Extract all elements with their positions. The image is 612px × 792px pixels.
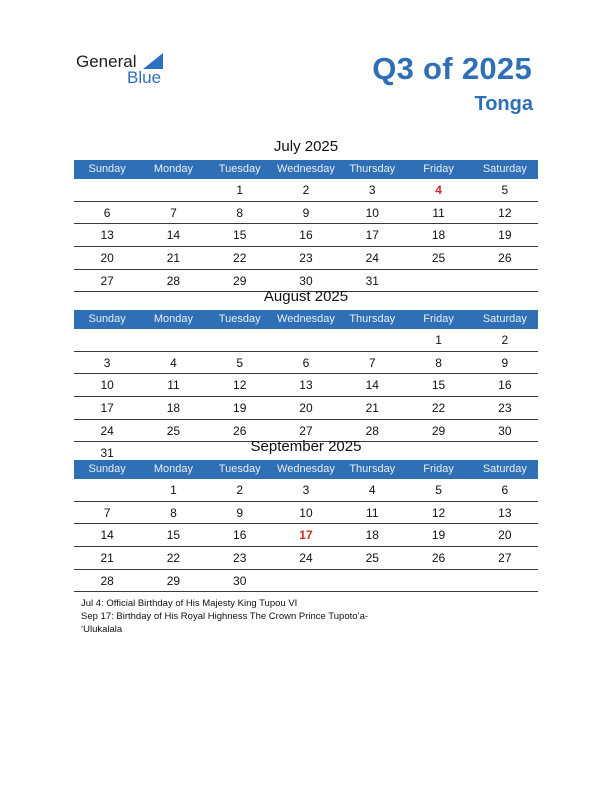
month-july (74, 138, 538, 292)
day-cell: 29 (233, 273, 247, 288)
empty-day-cell (273, 570, 339, 592)
weekday-label: Saturday (482, 163, 527, 175)
day-cell: 8 (236, 205, 244, 220)
weekday-label: Monday (153, 163, 193, 175)
logo-blue-text: Blue (127, 68, 162, 87)
empty-day-cell (140, 329, 206, 351)
day-cell: 21 (365, 401, 379, 416)
weekday-label: Friday (423, 163, 454, 175)
day-cell: 31 (365, 273, 379, 288)
day-cell: 11 (366, 505, 379, 520)
weekday-header (74, 160, 538, 179)
week-row (74, 247, 538, 270)
day-cell: 18 (431, 228, 446, 243)
day-cell: 16 (299, 228, 313, 243)
weekday-label: Tuesday (218, 163, 261, 175)
day-cell: 14 (100, 528, 114, 543)
day-cell: 28 (100, 573, 114, 588)
day-cell: 8 (435, 355, 442, 370)
empty-day-cell (74, 479, 140, 501)
day-cell: 9 (236, 505, 244, 520)
day-cell: 3 (103, 355, 111, 370)
empty-day-cell (273, 329, 339, 351)
month-september (74, 438, 538, 592)
logo-general-text: General (76, 52, 137, 71)
day-cell: 25 (365, 551, 379, 566)
holiday-notes (81, 597, 411, 636)
week-row (74, 329, 538, 352)
day-cell: 1 (435, 333, 442, 347)
day-cell: 8 (170, 505, 177, 520)
day-cell: 24 (365, 251, 379, 266)
day-cell: 13 (498, 505, 512, 520)
weekday-label: Tuesday (218, 313, 261, 325)
day-cell: 31 (100, 446, 114, 461)
day-cell: 2 (236, 483, 244, 497)
empty-day-cell (140, 179, 206, 201)
day-cell: 17 (299, 528, 313, 543)
weekday-label: Wednesday (277, 463, 335, 475)
empty-day-cell (405, 570, 471, 592)
day-cell: 11 (432, 205, 445, 220)
day-cell: 25 (431, 251, 446, 266)
day-cell: 18 (365, 528, 379, 543)
day-cell: 13 (299, 378, 313, 393)
week-row (74, 479, 538, 502)
empty-day-cell (74, 179, 140, 201)
day-cell: 21 (100, 551, 114, 566)
day-cell: 22 (431, 401, 446, 416)
weekday-label: Tuesday (218, 463, 261, 475)
day-cell: 23 (299, 251, 313, 266)
day-cell: 9 (302, 205, 310, 220)
weekday-label: Monday (153, 313, 193, 325)
day-cell: 30 (299, 273, 313, 288)
week-row (74, 224, 538, 247)
day-cell: 7 (368, 355, 376, 370)
weekday-label: Thursday (349, 313, 396, 325)
day-cell: 16 (498, 378, 512, 393)
day-cell: 10 (299, 505, 313, 520)
day-cell: 11 (167, 378, 180, 393)
day-cell: 9 (501, 355, 509, 370)
logo-triangle-icon (143, 53, 163, 69)
day-cell: 10 (100, 378, 114, 393)
weekday-label: Friday (423, 463, 454, 475)
day-cell: 27 (100, 273, 114, 288)
day-cell: 15 (431, 378, 446, 393)
day-cell: 7 (103, 505, 111, 520)
day-cell: 24 (100, 423, 114, 438)
day-cell: 10 (365, 205, 379, 220)
day-cell: 28 (166, 273, 181, 288)
weekday-label: Saturday (482, 313, 527, 325)
day-cell: 5 (501, 183, 509, 197)
empty-day-cell (472, 570, 538, 592)
weekday-label: Friday (423, 313, 454, 325)
day-cell: 17 (100, 401, 114, 416)
day-cell: 15 (233, 228, 247, 243)
day-cell: 4 (170, 355, 177, 370)
day-cell: 13 (100, 228, 114, 243)
holiday-note: Jul 4: Official Birthday of His Majesty King Tupou VI (81, 598, 298, 609)
week-row (74, 352, 538, 375)
weekday-label: Wednesday (277, 313, 335, 325)
empty-day-cell (339, 329, 405, 351)
day-cell: 12 (498, 205, 512, 220)
country-name: Tonga (474, 93, 533, 115)
day-cell: 19 (431, 528, 446, 543)
day-cell: 19 (233, 401, 247, 416)
day-cell: 24 (299, 551, 313, 566)
week-row (74, 502, 538, 525)
day-cell: 12 (233, 378, 247, 393)
empty-day-cell (339, 570, 405, 592)
quarter-title: Q3 of 2025 (372, 51, 532, 86)
day-cell: 22 (166, 551, 181, 566)
day-cell: 30 (233, 573, 247, 588)
holiday-note: Sep 17: Birthday of His Royal Highness The Crown Prince Tupoto’a- (81, 611, 369, 622)
day-cell: 12 (431, 505, 446, 520)
day-cell: 2 (501, 333, 509, 347)
week-row (74, 570, 538, 593)
day-cell: 26 (498, 251, 512, 266)
week-row (74, 179, 538, 202)
weekday-label: Saturday (482, 463, 527, 475)
day-cell: 1 (170, 483, 177, 497)
weekday-label: Sunday (88, 463, 126, 475)
weekday-label: Wednesday (277, 163, 335, 175)
day-cell: 20 (299, 401, 313, 416)
day-cell: 3 (368, 183, 376, 197)
day-cell: 29 (431, 423, 446, 438)
month-title: July 2025 (273, 138, 339, 155)
weekday-header (74, 310, 538, 329)
day-cell: 15 (166, 528, 181, 543)
day-cell: 20 (100, 251, 114, 266)
weekday-label: Sunday (88, 313, 126, 325)
day-cell: 22 (233, 251, 247, 266)
day-cell: 26 (233, 423, 247, 438)
day-cell: 16 (233, 528, 247, 543)
day-cell: 26 (431, 551, 446, 566)
day-cell: 29 (166, 573, 181, 588)
day-cell: 5 (435, 483, 442, 497)
day-cell: 23 (233, 551, 247, 566)
day-cell: 28 (365, 423, 379, 438)
day-cell: 23 (498, 401, 512, 416)
weekday-label: Thursday (349, 163, 396, 175)
week-row (74, 547, 538, 570)
day-cell: 3 (302, 483, 310, 497)
day-cell: 20 (498, 528, 512, 543)
day-cell: 18 (166, 401, 181, 416)
day-cell: 25 (166, 423, 181, 438)
weekday-header (74, 460, 538, 479)
weekday-label: Sunday (88, 163, 126, 175)
empty-day-cell (74, 329, 140, 351)
day-cell: 21 (166, 251, 181, 266)
day-cell: 17 (365, 228, 379, 243)
day-cell: 6 (501, 483, 509, 497)
month-title: September 2025 (250, 438, 362, 455)
day-cell: 30 (498, 423, 512, 438)
day-cell: 19 (498, 228, 512, 243)
week-row (74, 397, 538, 420)
weekday-label: Monday (153, 463, 193, 475)
week-row (74, 202, 538, 225)
weekday-label: Thursday (349, 463, 396, 475)
day-cell: 14 (365, 378, 379, 393)
day-cell: 1 (236, 183, 244, 197)
week-row (74, 374, 538, 397)
day-cell: 5 (236, 355, 244, 370)
day-cell: 6 (103, 205, 111, 220)
day-cell: 2 (302, 183, 310, 197)
day-cell: 27 (498, 551, 512, 566)
day-cell: 14 (166, 228, 181, 243)
week-row (74, 524, 538, 547)
day-cell: 27 (299, 423, 313, 438)
day-cell: 4 (368, 483, 376, 497)
empty-day-cell (207, 329, 273, 351)
day-cell: 6 (302, 355, 310, 370)
day-cell: 7 (170, 205, 177, 220)
day-cell: 4 (435, 183, 442, 197)
month-title: August 2025 (263, 288, 349, 305)
holiday-note: ‘Ulukalala (81, 624, 123, 635)
